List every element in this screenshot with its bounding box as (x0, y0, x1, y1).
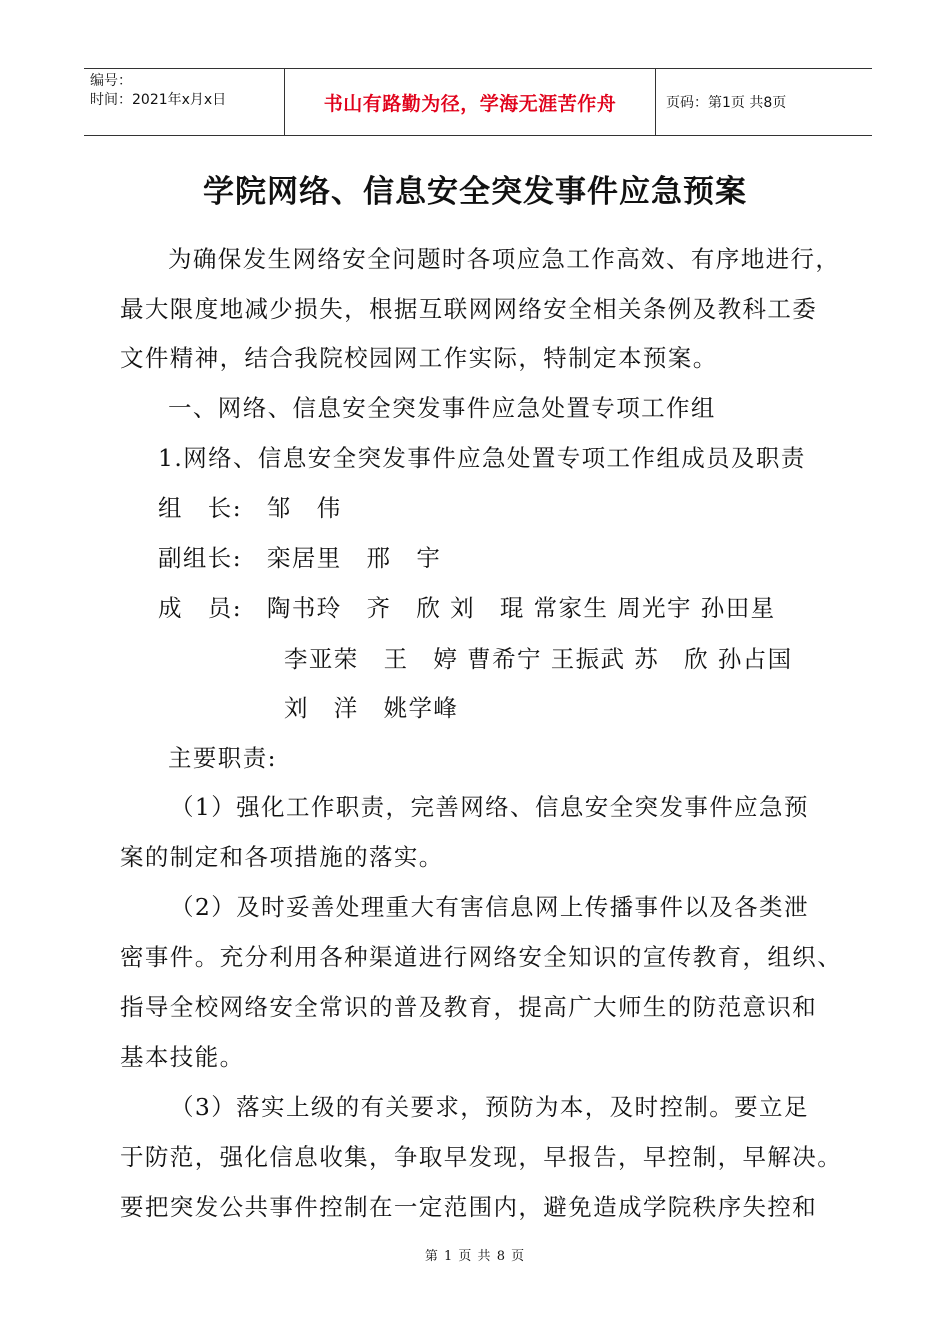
body-line: （2）及时妥善处理重大有害信息网上传播事件以及各类泄 (170, 893, 809, 921)
header-page-info: 页码：第1页 共8页 (666, 95, 787, 111)
section-heading: 一、网络、信息安全突发事件应急处置专项工作组 (168, 394, 716, 422)
document-header-table (84, 68, 872, 136)
header-number-label: 编号： (90, 73, 132, 89)
header-meta-cell (84, 69, 285, 135)
body-line: 为确保发生网络安全问题时各项应急工作高效、有序地进行， (168, 245, 841, 273)
header-time-label: 时间：2021年x月x日 (90, 92, 227, 108)
body-line: 文件精神，结合我院校园网工作实际，特制定本预案。 (120, 344, 718, 372)
members-line: 李亚荣 王 婷 曹希宁 王振武 苏 欣 孙占国 (284, 645, 793, 673)
body-line: 案的制定和各项措施的落实。 (120, 843, 444, 871)
leader-line: 组 长: 邹 伟 (158, 494, 342, 522)
duties-heading: 主要职责: (168, 744, 277, 772)
body-line: （1）强化工作职责，完善网络、信息安全突发事件应急预 (170, 793, 809, 821)
deputy-leader-line: 副组长: 栾居里 邢 宇 (158, 544, 442, 572)
page-footer: 第 1 页 共 8 页 (424, 1249, 526, 1264)
body-line: 于防范，强化信息收集，争取早发现，早报告，早控制，早解决。 (120, 1143, 843, 1171)
body-line: 基本技能。 (120, 1043, 245, 1071)
header-motto: 书山有路勤为径，学海无涯苦作舟 (285, 69, 656, 135)
body-line: 要把突发公共事件控制在一定范围内，避免造成学院秩序失控和 (120, 1193, 818, 1221)
document-title: 学院网络、信息安全突发事件应急预案 (203, 174, 747, 210)
body-line: 指导全校网络安全常识的普及教育，提高广大师生的防范意识和 (120, 993, 818, 1021)
body-line: 最大限度地减少损失，根据互联网网络安全相关条例及教科工委 (120, 295, 818, 323)
members-line: 刘 洋 姚学峰 (284, 694, 459, 722)
subsection-heading: 1.网络、信息安全突发事件应急处置专项工作组成员及职责 (158, 444, 806, 472)
members-line: 成 员: 陶书玲 齐 欣 刘 琨 常家生 周光宇 孙田星 (158, 594, 776, 622)
body-line: 密事件。充分利用各种渠道进行网络安全知识的宣传教育，组织、 (120, 943, 843, 971)
body-line: （3）落实上级的有关要求，预防为本，及时控制。要立足 (170, 1093, 809, 1121)
